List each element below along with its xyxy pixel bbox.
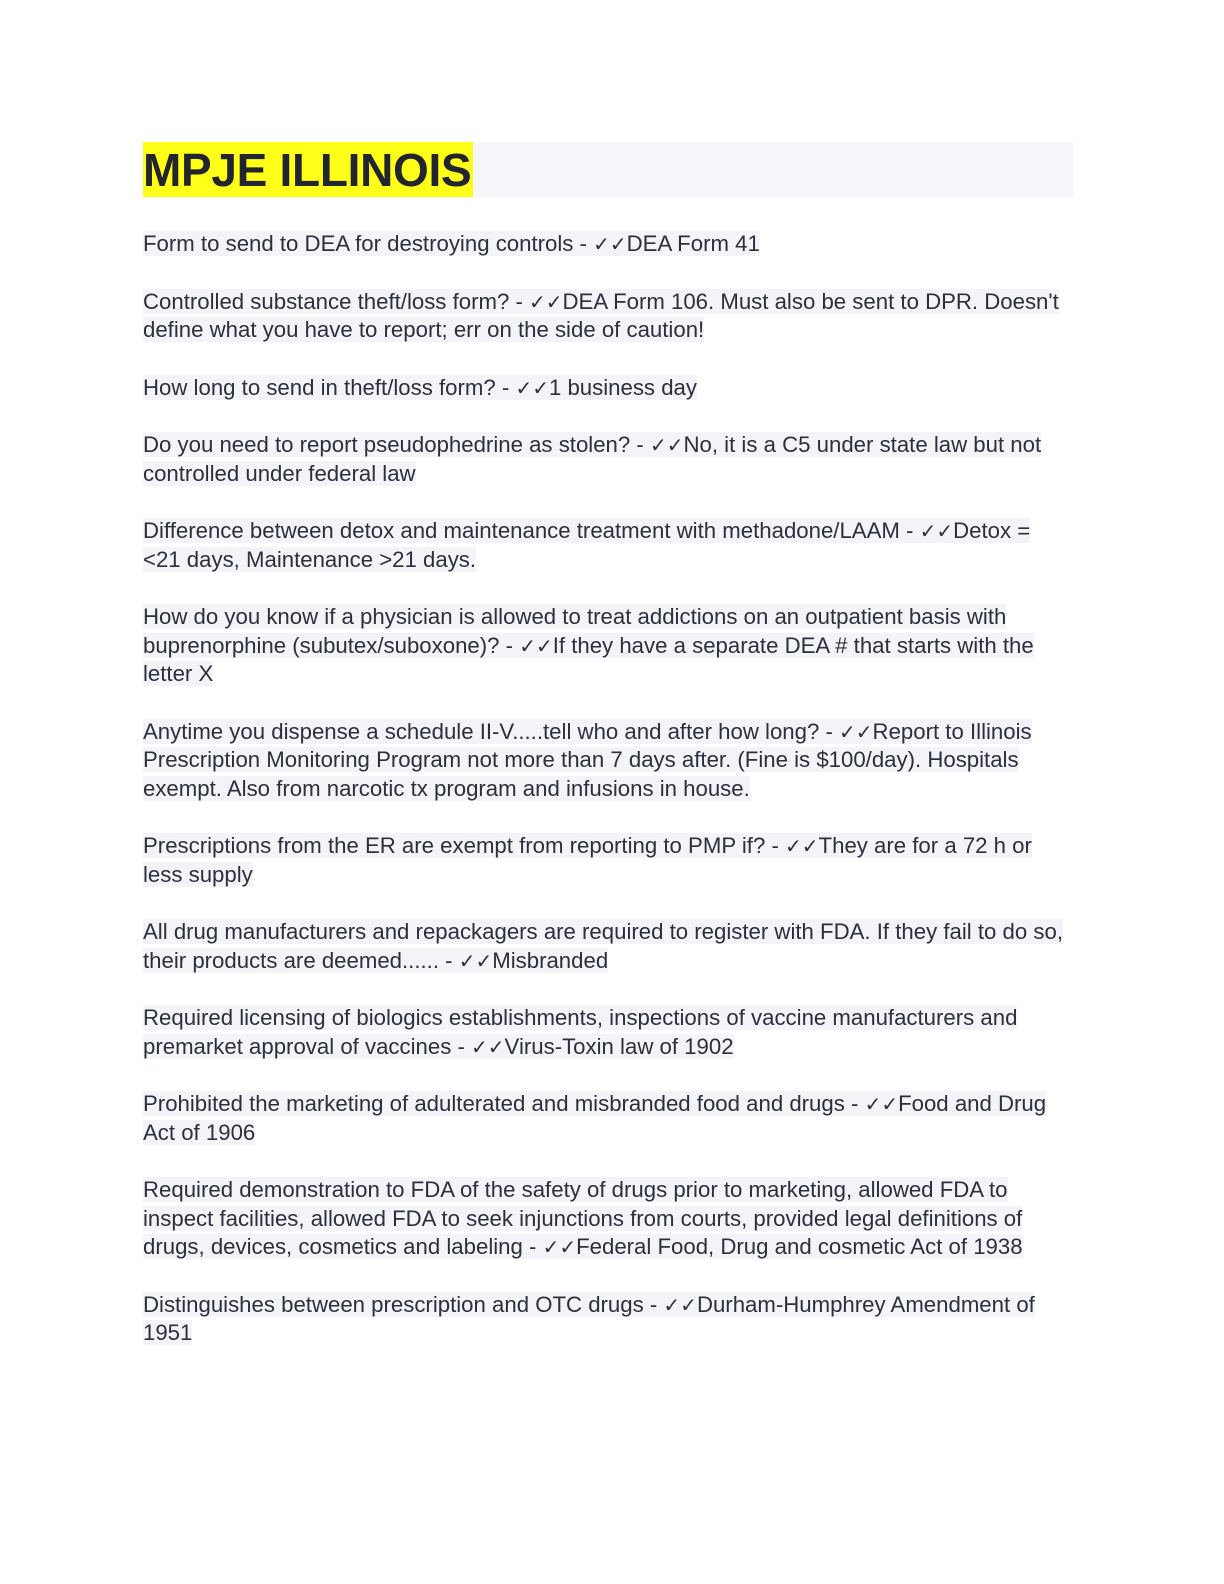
qa-text (143, 604, 1034, 686)
check-mark-icon: ✓✓ (785, 834, 819, 858)
qa-text (143, 1292, 1035, 1346)
qa-text (143, 1091, 1046, 1145)
separator: - (765, 833, 786, 858)
separator: - (643, 1291, 664, 1317)
answer-text: Food and Drug Act of 1906 (143, 1091, 1047, 1145)
question-text: Do you need to report pseudophedrine as stolen? (143, 432, 631, 457)
qa-text (143, 375, 697, 400)
qa-item (143, 1291, 1073, 1348)
check-mark-icon: ✓✓ (515, 375, 549, 400)
qa-item (143, 517, 1073, 574)
question-text: Controlled substance theft/loss form? (143, 288, 510, 314)
qa-item (143, 1090, 1073, 1147)
check-mark-icon: ✓✓ (458, 948, 493, 973)
answer-text: Misbranded (492, 947, 609, 973)
check-mark-icon: ✓✓ (519, 633, 553, 658)
qa-item (143, 603, 1073, 689)
separator: - (509, 288, 529, 314)
answer-text: No, it is a C5 under state law but not controlled under federal law (143, 432, 1042, 486)
qa-text (143, 289, 1059, 343)
separator: - (499, 632, 520, 658)
question-text: Prescriptions from the ER are exempt from reporting to PMP if? (143, 833, 766, 858)
qa-item (143, 230, 1073, 259)
check-mark-icon: ✓✓ (864, 1092, 899, 1116)
answer-text: DEA Form 41 (626, 231, 760, 256)
qa-item (143, 431, 1073, 488)
question-text: Difference between detox and maintenance treatment with methadone/LAAM (143, 518, 900, 543)
question-text: Prohibited the marketing of adulterated and misbranded food and drugs (143, 1091, 845, 1116)
answer-text: Durham-Humphrey Amendment of 1951 (143, 1291, 1035, 1345)
qa-item (143, 1004, 1073, 1061)
separator: - (630, 432, 650, 457)
check-mark-icon: ✓✓ (471, 1034, 505, 1059)
question-text: Anytime you dispense a schedule II-V.....tell who and after how long? (143, 718, 820, 744)
document-page (143, 142, 1073, 1377)
qa-item (143, 1176, 1073, 1262)
document-title: MPJE ILLINOIS (143, 144, 472, 196)
separator: - (573, 231, 594, 256)
check-mark-icon: ✓✓ (919, 519, 954, 543)
check-mark-icon: ✓✓ (542, 1235, 577, 1259)
qa-item (143, 918, 1073, 975)
answer-text: Detox = <21 days, Maintenance >21 days. (143, 518, 1031, 572)
answer-text: If they have a separate DEA # that starts with the letter X (143, 632, 1034, 686)
answer-text: They are for a 72 h or less supply (143, 833, 1032, 887)
qa-item (143, 374, 1073, 403)
question-text: Required licensing of biologics establishments, inspections of vaccine manufacturers and premarket approval of vaccines (143, 1005, 1018, 1059)
question-text: All drug manufacturers and repackagers are required to register with FDA. If they fail to do so, their products are deemed...... (143, 919, 1063, 973)
qa-text (143, 919, 1063, 973)
answer-text: Virus-Toxin law of 1902 (504, 1033, 734, 1059)
answer-text: Federal Food, Drug and cosmetic Act of 1938 (576, 1234, 1023, 1259)
qa-text (143, 231, 760, 256)
question-text: How do you know if a physician is allowed to treat addictions on an outpatient basis with buprenorphine (subutex/suboxone)? (143, 604, 1007, 658)
qa-item (143, 832, 1073, 889)
answer-text: DEA Form 106. Must also be sent to DPR. Doesn't define what you have to report; err on the side of caution! (143, 288, 1059, 342)
separator: - (495, 374, 516, 400)
question-text: Distinguishes between prescription and OTC drugs (143, 1291, 644, 1317)
separator: - (439, 947, 459, 973)
question-text: How long to send in theft/loss form? (143, 374, 496, 400)
qa-item (143, 718, 1073, 804)
separator: - (899, 518, 920, 543)
qa-text (143, 1005, 1017, 1059)
title-bar (143, 142, 1073, 197)
question-text: Required demonstration to FDA of the safety of drugs prior to marketing, allowed FDA to inspect facilities, allowed FDA to seek injunctions from courts, provided legal definitions of drugs, devices, cosmetics and labeling (143, 1177, 1023, 1259)
qa-item (143, 288, 1073, 345)
check-mark-icon: ✓✓ (593, 232, 627, 256)
check-mark-icon: ✓✓ (663, 1292, 697, 1317)
check-mark-icon: ✓✓ (649, 433, 684, 457)
answer-text: Report to Illinois Prescription Monitoring Program not more than 7 days after. (Fine is $100/day). Hospitals exempt. Also from narcotic tx program and infusions in house. (143, 718, 1032, 801)
answer-text: 1 business day (548, 374, 697, 400)
separator: - (844, 1091, 865, 1116)
qa-text (143, 1177, 1023, 1259)
check-mark-icon: ✓✓ (839, 719, 873, 744)
qa-text (143, 719, 1032, 801)
qa-text (143, 518, 1030, 572)
separator: - (451, 1033, 472, 1059)
separator: - (819, 718, 840, 744)
qa-text (143, 432, 1041, 486)
separator: - (522, 1234, 543, 1259)
qa-list (143, 230, 1073, 1348)
question-text: Form to send to DEA for destroying controls (143, 231, 574, 256)
check-mark-icon: ✓✓ (529, 289, 563, 314)
qa-text (143, 833, 1032, 887)
